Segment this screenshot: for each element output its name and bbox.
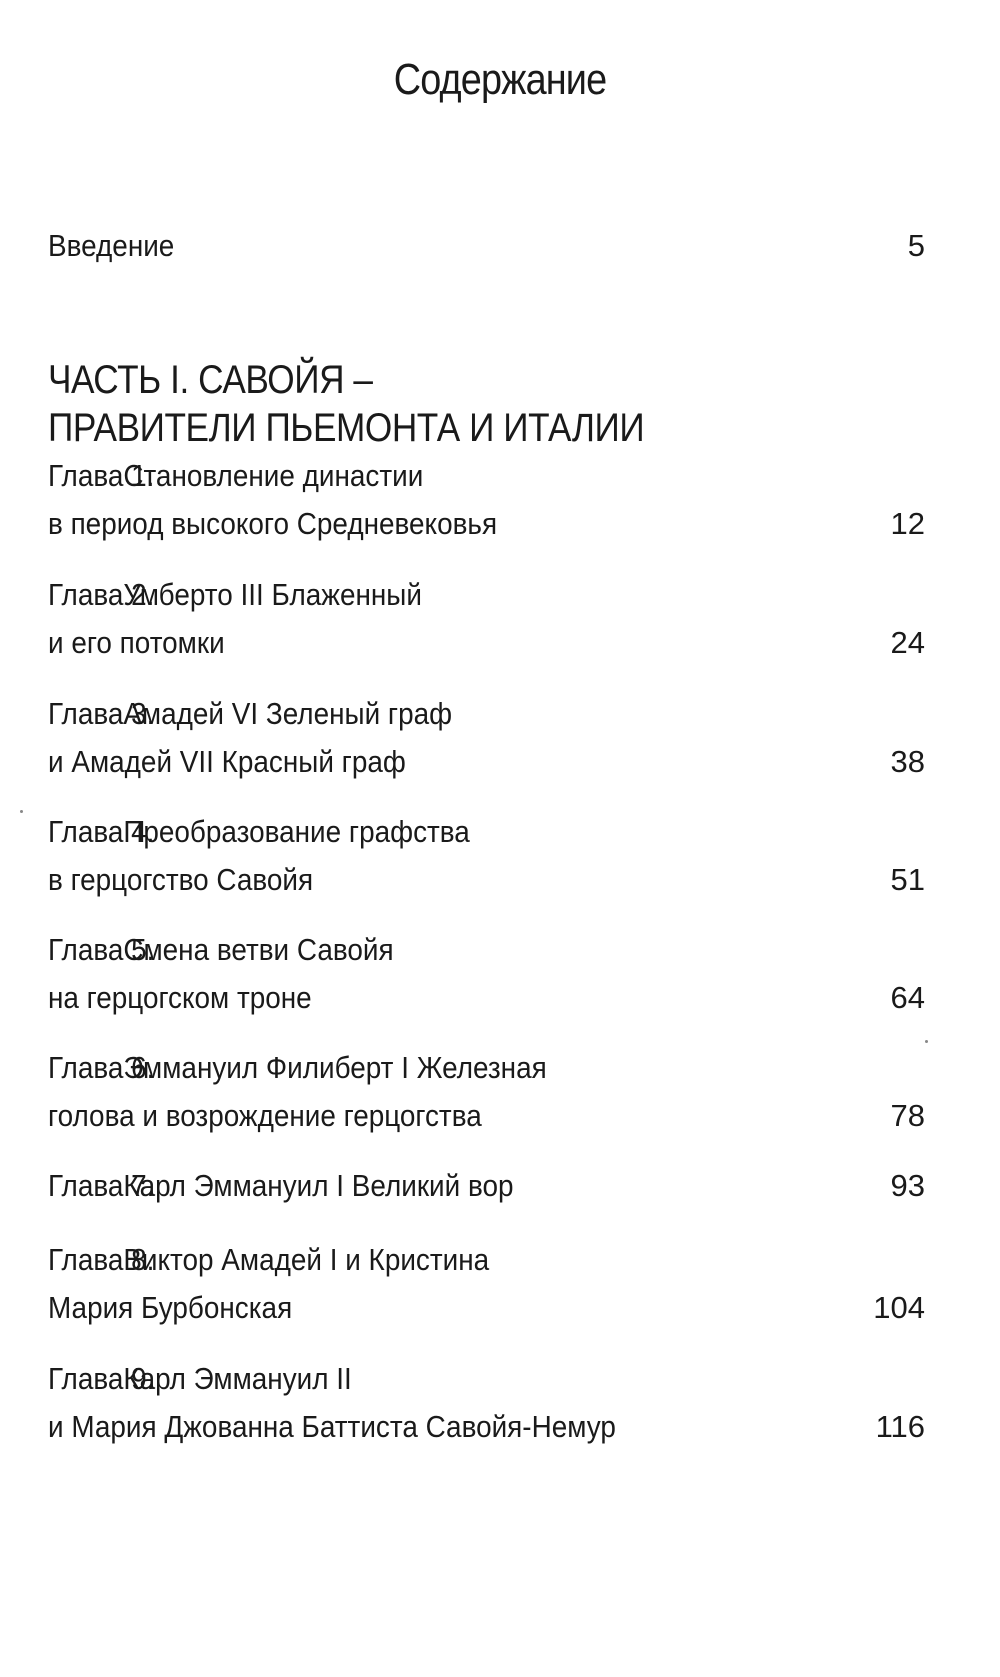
chapter-title-line-1: Становление династии <box>123 458 424 493</box>
toc-entry-chapter-3[interactable] <box>48 690 925 786</box>
chapter-title-line-1: Карл Эммануил II <box>123 1361 352 1396</box>
chapter-number: Глава 2. <box>48 577 155 612</box>
scan-speck <box>20 810 23 813</box>
toc-page-number: 5 <box>907 228 925 263</box>
chapter-title-line-1: Преобразование графства <box>123 814 470 849</box>
toc-entry-intro[interactable] <box>48 222 925 270</box>
chapter-number: Глава 4. <box>48 814 155 849</box>
toc-page-number: 51 <box>890 862 925 897</box>
chapter-title-line-2: и Амадей VII Красный граф <box>48 744 406 779</box>
toc-page-number: 104 <box>873 1290 925 1325</box>
scan-speck <box>925 1040 928 1043</box>
toc-page-number: 93 <box>890 1168 925 1203</box>
chapter-number: Глава 5. <box>48 932 155 967</box>
toc-entry-chapter-5[interactable] <box>48 926 925 1022</box>
chapter-number: Глава 8. <box>48 1242 155 1277</box>
part-heading-line-2: ПРАВИТЕЛИ ПЬЕМОНТА И ИТАЛИИ <box>48 406 645 450</box>
chapter-title-line-2: на герцогском троне <box>48 980 312 1015</box>
toc-entry-chapter-2[interactable] <box>48 571 925 667</box>
chapter-title-line-1: Амадей VI Зеленый граф <box>123 696 453 731</box>
chapter-title-line-1: Умберто III Блаженный <box>123 577 422 612</box>
chapter-title-line-2: и его потомки <box>48 625 225 660</box>
chapter-title-line-1: Карл Эммануил I Великий вор <box>123 1168 514 1203</box>
chapter-title-line-2: в герцогство Савойя <box>48 862 314 897</box>
toc-page-number: 12 <box>890 506 925 541</box>
chapter-title-line-2: Мария Бурбонская <box>48 1290 293 1325</box>
toc-entry-chapter-6[interactable] <box>48 1044 925 1140</box>
toc-entry-chapter-7[interactable] <box>48 1162 925 1210</box>
toc-page-number: 78 <box>890 1098 925 1133</box>
chapter-number: Глава 3. <box>48 696 155 731</box>
chapter-title-line-1: Смена ветви Савойя <box>123 932 394 967</box>
chapter-title-line-1: Виктор Амадей I и Кристина <box>123 1242 490 1277</box>
toc-page-number: 24 <box>890 625 925 660</box>
part-heading <box>48 356 726 452</box>
chapter-title-line-2: в период высокого Средневековья <box>48 506 498 541</box>
chapter-number: Глава 6. <box>48 1050 155 1085</box>
toc-entry-chapter-1[interactable] <box>48 452 925 548</box>
toc-page-number: 116 <box>875 1409 925 1444</box>
chapter-title-line-2: голова и возрождение герцогства <box>48 1098 482 1133</box>
toc-entry-chapter-9[interactable] <box>48 1355 925 1451</box>
chapter-title-line-2: и Мария Джованна Баттиста Савойя-Немур <box>48 1409 616 1444</box>
chapter-title-line-1: Эммануил Филиберт I Железная <box>123 1050 547 1085</box>
toc-page-number: 38 <box>890 744 925 779</box>
chapter-number: Глава 9. <box>48 1361 155 1396</box>
chapter-number: Глава 7. <box>48 1168 155 1203</box>
toc-page-number: 64 <box>890 980 925 1015</box>
toc-entry-chapter-8[interactable] <box>48 1236 925 1332</box>
toc-entry-label: Введение <box>48 228 175 263</box>
chapter-number: Глава 1. <box>48 458 155 493</box>
toc-entry-chapter-4[interactable] <box>48 808 925 904</box>
part-heading-line-1: ЧАСТЬ I. САВОЙЯ – <box>48 358 373 402</box>
page-title: Содержание <box>393 55 607 104</box>
